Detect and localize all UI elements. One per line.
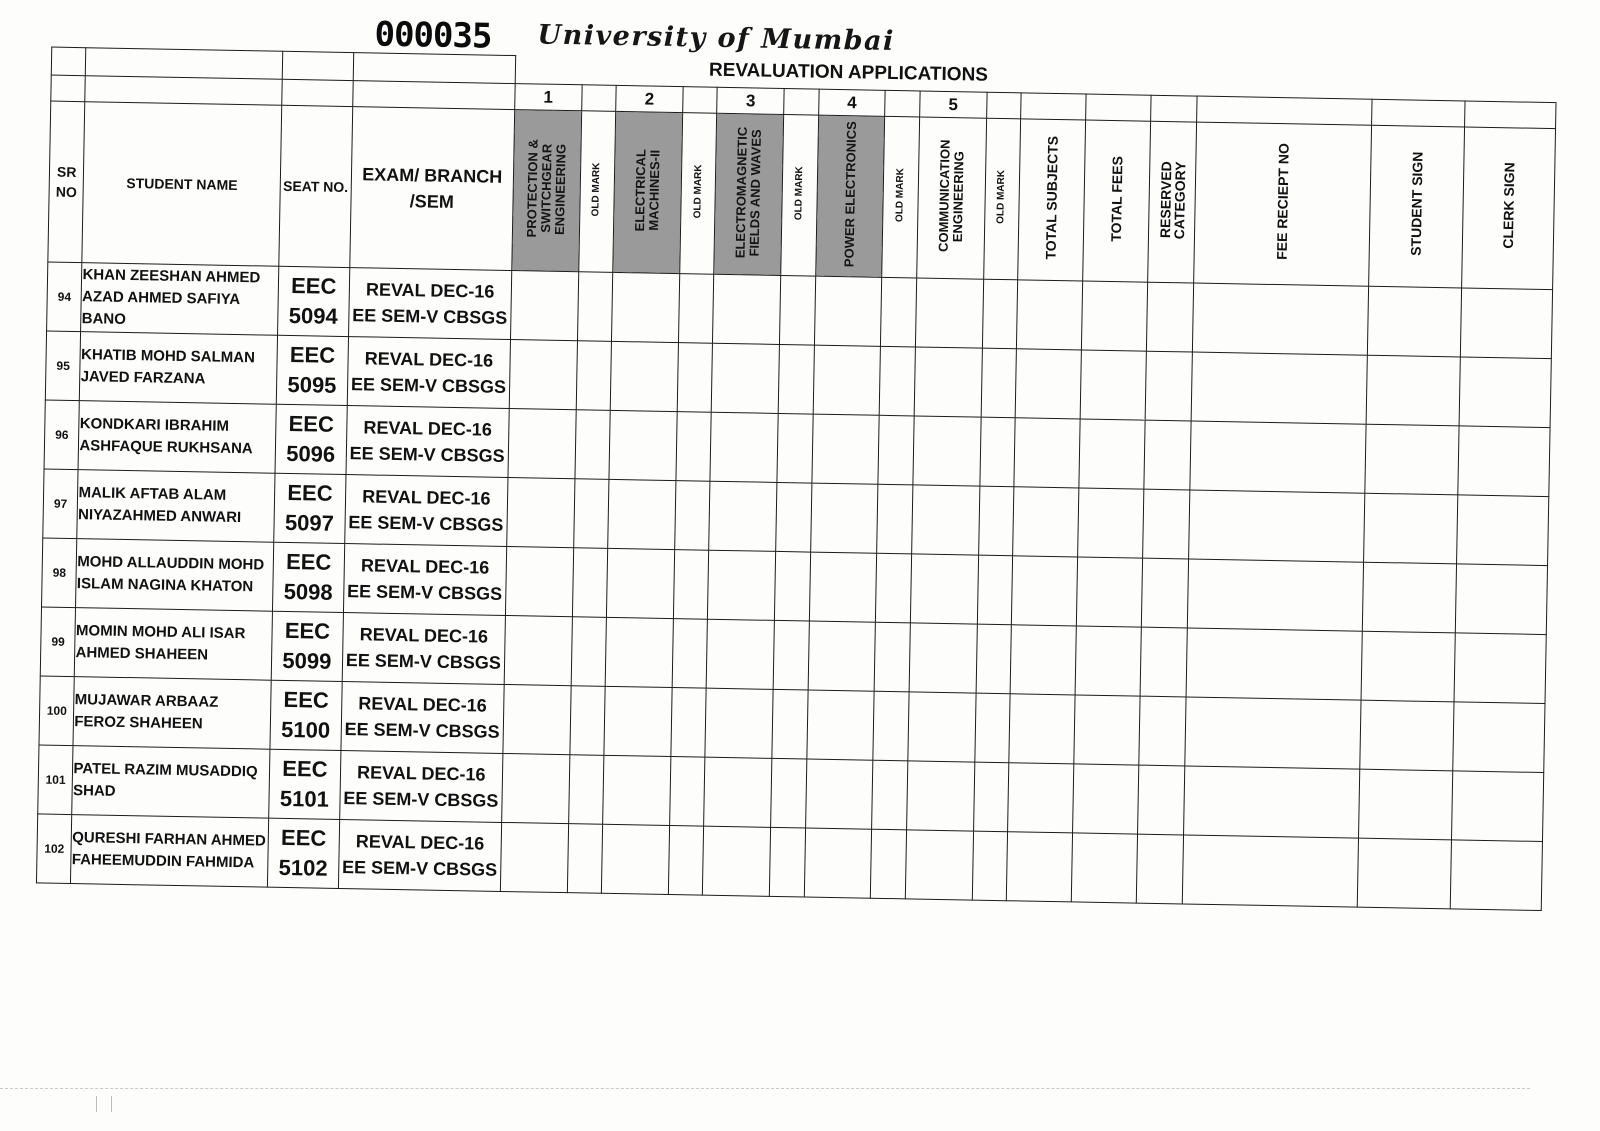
empty-entry-cell [508,409,576,479]
seat-prefix: EEC [280,824,327,851]
empty-entry-cell [909,623,977,693]
empty-entry-cell [1006,832,1072,902]
empty-entry-cell [880,346,916,416]
empty-entry-cell [1359,700,1453,771]
seat-no-cell [274,473,346,543]
empty-entry-cell [1183,835,1358,907]
empty-entry-cell [570,686,606,756]
seat-prefix: EEC [283,686,330,713]
empty-entry-cell [605,617,673,687]
student-name: KHAN ZEESHAN AHMED AZAD AHMED SAFIYA BANO [81,266,261,328]
empty-entry-cell [1140,627,1188,697]
empty-entry-cell [509,340,577,410]
empty-entry-cell [910,554,978,624]
empty-entry-cell [877,484,913,554]
empty-entry-cell [878,415,914,485]
seat-prefix: EEC [282,755,328,782]
header-subject-5: COMMUNICATION ENGINEERING [917,117,987,279]
empty-entry-cell [604,686,672,756]
exam-cell [348,268,511,340]
header-subject-1: PROTECTION & SWITCHGEAR ENGINEERING [512,110,582,272]
header-subject-3: ELECTROMAGNETIC FIELDS AND WAVES [714,113,784,275]
branch-sem: EE SEM-V CBSGS [344,719,500,742]
empty-entry-cell [670,757,706,827]
branch-sem: EE SEM-V CBSGS [341,857,498,880]
empty-entry-cell [572,548,608,618]
seat-number: 5095 [287,371,337,398]
empty-entry-cell [1137,765,1185,835]
empty-entry-cell [1142,489,1190,559]
empty-entry-cell [981,348,1017,418]
empty-entry-cell [978,486,1014,556]
empty-entry-cell [1075,626,1141,696]
document-subtitle: REVALUATION APPLICATIONS [708,59,989,86]
exam-name: REVAL DEC-16 [358,693,487,716]
seat-number: 5099 [282,647,332,674]
empty-entry-cell [1146,282,1194,352]
empty-entry-cell [501,753,569,823]
student-name-cell [81,263,279,336]
empty-entry-cell [705,688,773,758]
seat-number: 5100 [280,716,331,743]
sr-no: 101 [45,772,66,787]
header-old-mark: OLD MARK [781,114,818,276]
empty-entry-cell [1459,357,1552,428]
student-name-cell [71,815,269,888]
empty-entry-cell [577,272,613,342]
empty-entry-cell [575,410,611,480]
empty-entry-cell [668,826,704,896]
header-old-mark: OLD MARK [578,111,615,273]
sr-no-cell [43,469,79,539]
empty-entry-cell [608,479,676,549]
student-name: KHATIB MOHD SALMAN JAVED FARZANA [80,346,256,388]
empty-entry-cell [1363,493,1457,564]
seat-number: 5098 [283,578,333,605]
empty-entry-cell [1080,350,1146,420]
empty-entry-cell [1362,562,1456,633]
seat-prefix: EEC [285,548,332,575]
student-name-cell [80,332,278,405]
empty-entry-cell [906,761,974,831]
empty-entry-cell [1458,426,1551,497]
university-title: University of Mumbai [537,19,896,58]
seat-prefix: EEC [287,479,333,506]
sr-no: 95 [56,358,70,373]
exam-name: REVAL DEC-16 [359,624,489,647]
seat-number: 5097 [284,509,335,536]
empty-entry-cell [871,829,907,899]
empty-entry-cell [1460,288,1553,359]
header-reserved-category: RESERVED CATEGORY [1147,121,1197,283]
empty-entry-cell [1010,625,1076,695]
subject-number: 2 [616,85,683,112]
empty-entry-cell [1136,834,1184,904]
header-student-sign: STUDENT SIGN [1368,125,1464,288]
empty-entry-cell [771,758,807,828]
empty-entry-cell [805,759,873,829]
header-subject-4: POWER ELECTRONICS [815,115,885,277]
empty-entry-cell [603,755,671,825]
seat-no-cell [276,335,348,405]
seat-prefix: EEC [288,410,335,437]
revaluation-table [36,47,1557,911]
empty-entry-cell [1191,352,1366,424]
empty-entry-cell [1186,628,1361,700]
branch-sem: EE SEM-V CBSGS [350,374,507,397]
student-name: MOMIN MOHD ALI ISAR AHMED SHAHEEN [75,622,246,664]
empty-entry-cell [1076,557,1142,627]
empty-entry-cell [905,830,973,900]
empty-entry-cell [1073,764,1139,834]
empty-entry-cell [504,615,572,685]
empty-entry-cell [976,624,1012,694]
empty-entry-cell [912,485,980,555]
header-total-fees: TOTAL FEES [1083,120,1151,282]
sr-no-cell [39,676,75,746]
empty-entry-cell [677,343,713,413]
empty-entry-cell [713,274,781,344]
empty-entry-cell [1454,633,1547,704]
exam-name: REVAL DEC-16 [355,831,485,854]
exam-name: REVAL DEC-16 [362,486,491,509]
empty-entry-cell [773,620,809,690]
empty-entry-cell [776,482,812,552]
empty-entry-cell [1364,424,1458,495]
empty-entry-cell [873,691,909,761]
empty-entry-cell [573,479,609,549]
sr-no-cell [45,331,81,401]
empty-entry-cell [1366,355,1460,426]
sr-no-cell [36,814,72,884]
sr-no: 102 [44,841,65,856]
subject-number: 3 [717,87,784,114]
document-number: 000035 [374,14,492,57]
header-clerk-sign: CLERK SIGN [1461,127,1555,290]
empty-entry-cell [510,271,578,341]
sr-no: 99 [51,634,65,649]
empty-entry-cell [982,279,1018,349]
exam-name: REVAL DEC-16 [356,762,486,785]
branch-sem: EE SEM-V CBSGS [345,650,502,673]
empty-entry-cell [1081,281,1147,351]
empty-entry-cell [500,822,568,892]
student-name: QURESHI FARHAN AHMED FAHEEMUDDIN FAHMIDA [71,829,266,872]
empty-entry-cell [610,341,678,411]
empty-entry-cell [975,693,1011,763]
empty-entry-cell [913,416,981,486]
empty-entry-cell [1452,702,1545,773]
student-name: PATEL RAZIM MUSADDIQ SHAD [72,760,258,800]
sr-no-cell [42,538,78,608]
empty-entry-cell [606,548,674,618]
empty-entry-cell [1184,766,1359,838]
empty-entry-cell [915,278,983,348]
empty-entry-cell [1357,838,1451,909]
sr-no: 97 [53,496,68,511]
empty-entry-cell [1189,490,1364,562]
empty-entry-cell [1185,697,1360,769]
student-name-cell [76,539,274,612]
empty-entry-cell [1188,559,1363,631]
sr-no: 98 [52,565,67,580]
student-name-cell [75,608,273,681]
seat-number: 5096 [286,440,336,467]
empty-entry-cell [1078,488,1144,558]
empty-entry-cell [1450,840,1543,911]
exam-cell [345,475,508,547]
header-old-mark: OLD MARK [882,116,919,278]
empty-entry-cell [706,619,774,689]
exam-name: REVAL DEC-16 [363,417,493,440]
empty-entry-cell [973,762,1009,832]
header-total-subjects: TOTAL SUBJECTS [1018,119,1086,281]
student-name: MOHD ALLAUDDIN MOHD ISLAM NAGINA KHATON [76,553,265,596]
empty-entry-cell [810,483,878,553]
seat-number: 5101 [279,785,330,812]
empty-entry-cell [1358,769,1452,840]
seat-prefix: EEC [284,617,331,644]
header-old-mark: OLD MARK [680,113,717,275]
empty-entry-cell [1141,558,1189,628]
branch-sem: EE SEM-V CBSGS [343,788,499,811]
empty-entry-cell [571,617,607,687]
empty-entry-cell [1009,694,1075,764]
empty-entry-cell [813,345,881,415]
empty-entry-cell [808,621,876,691]
empty-entry-cell [1017,280,1083,350]
seat-no-cell [270,680,342,750]
empty-entry-cell [704,757,772,827]
empty-entry-cell [505,546,573,616]
empty-entry-cell [881,277,917,347]
empty-entry-cell [1451,771,1544,842]
empty-entry-cell [1011,556,1077,626]
subject-number: 4 [818,89,885,116]
exam-cell [343,544,506,616]
empty-entry-cell [977,555,1013,625]
student-name: MALIK AFTAB ALAM NIYAZAHMED ANWARI [77,484,242,527]
empty-entry-cell [775,551,811,621]
exam-cell [347,337,510,409]
sr-no-cell [40,607,76,677]
student-name: MUJAWAR ARBAAZ FEROZ SHAHEEN [74,691,219,733]
student-name-cell [78,401,276,474]
seat-prefix: EEC [289,341,336,368]
seat-no-cell [267,818,339,888]
seat-prefix: EEC [290,272,337,299]
empty-entry-cell [1071,833,1137,903]
empty-entry-cell [1008,763,1074,833]
sr-no: 100 [46,703,67,718]
empty-entry-cell [872,760,908,830]
branch-sem: EE SEM-V CBSGS [346,581,503,604]
scan-edge-line [0,1088,1530,1089]
empty-entry-cell [809,552,877,622]
seat-no-cell [277,266,349,336]
sr-no: 96 [55,427,69,442]
header-fee-receipt-no: FEE RECIEPT NO [1194,122,1371,286]
empty-entry-cell [814,276,882,346]
empty-entry-cell [1013,487,1079,557]
empty-entry-cell [876,553,912,623]
empty-entry-cell [567,824,603,894]
subject-number: 5 [920,91,987,118]
sr-no-cell [47,262,83,332]
empty-entry-cell [806,690,874,760]
empty-entry-cell [1190,421,1365,493]
seat-number: 5094 [288,302,338,329]
empty-entry-cell [672,619,708,689]
sr-no-cell [44,400,80,470]
empty-entry-cell [777,413,813,483]
student-name-cell [73,677,271,750]
empty-entry-cell [1456,495,1549,566]
empty-entry-cell [601,824,669,894]
empty-entry-cell [1139,696,1187,766]
seat-number: 5102 [278,854,328,881]
seat-no-cell [269,749,341,819]
exam-cell [342,613,505,685]
empty-entry-cell [507,477,575,547]
header-old-mark: OLD MARK [983,118,1020,280]
exam-cell [339,750,502,822]
empty-entry-cell [1361,631,1455,702]
empty-entry-cell [709,481,777,551]
empty-entry-cell [1079,419,1145,489]
student-name: KONDKARI IBRAHIM ASHFAQUE RUKHSANA [79,415,253,458]
empty-entry-cell [676,412,712,482]
empty-entry-cell [914,347,982,417]
empty-entry-cell [1455,564,1548,635]
empty-entry-cell [712,343,780,413]
exam-name: REVAL DEC-16 [365,279,495,302]
empty-entry-cell [568,755,604,825]
branch-sem: EE SEM-V CBSGS [352,305,508,328]
header-subject-2: ELECTRICAL MACHINES-II [613,111,683,273]
empty-entry-cell [770,827,806,897]
empty-entry-cell [710,412,778,482]
empty-entry-cell [972,831,1008,901]
empty-entry-cell [772,689,808,759]
empty-entry-cell [1015,349,1081,419]
sr-no-cell [38,745,74,815]
empty-entry-cell [875,622,911,692]
column-header-row [48,101,1556,290]
seat-no-cell [271,611,343,681]
seat-no-cell [272,542,344,612]
header-sr-no: SR NO [48,101,85,263]
student-name-cell [72,746,270,819]
empty-entry-cell [1367,286,1461,357]
branch-sem: EE SEM-V CBSGS [349,443,505,466]
empty-entry-cell [703,826,771,896]
empty-entry-cell [1144,420,1192,490]
empty-entry-cell [812,414,880,484]
student-name-cell [77,470,275,543]
empty-entry-cell [804,828,872,898]
exam-cell [346,406,509,478]
sr-no: 94 [57,289,72,304]
empty-entry-cell [708,550,776,620]
empty-entry-cell [778,344,814,414]
empty-entry-cell [1074,695,1140,765]
empty-entry-cell [780,275,816,345]
empty-entry-cell [576,341,612,411]
empty-entry-cell [609,410,677,480]
header-exam-branch-sem: EXAM/ BRANCH /SEM [350,107,515,271]
empty-entry-cell [503,684,571,754]
empty-entry-cell [678,274,714,344]
exam-cell [341,681,504,753]
subject-number: 1 [515,84,582,111]
empty-entry-cell [908,692,976,762]
empty-entry-cell [671,688,707,758]
exam-name: REVAL DEC-16 [364,348,494,371]
empty-entry-cell [1145,351,1193,421]
empty-entry-cell [1014,418,1080,488]
empty-entry-cell [675,481,711,551]
branch-sem: EE SEM-V CBSGS [348,512,504,535]
exam-name: REVAL DEC-16 [360,555,490,578]
header-student-name: STUDENT NAME [82,102,281,267]
empty-entry-cell [980,417,1016,487]
empty-entry-cell [1193,283,1368,355]
empty-entry-cell [612,272,680,342]
seat-no-cell [275,404,347,474]
exam-cell [338,819,501,891]
empty-entry-cell [673,550,709,620]
header-seat-no: SEAT NO. [279,105,353,267]
scan-mark [96,1096,112,1112]
